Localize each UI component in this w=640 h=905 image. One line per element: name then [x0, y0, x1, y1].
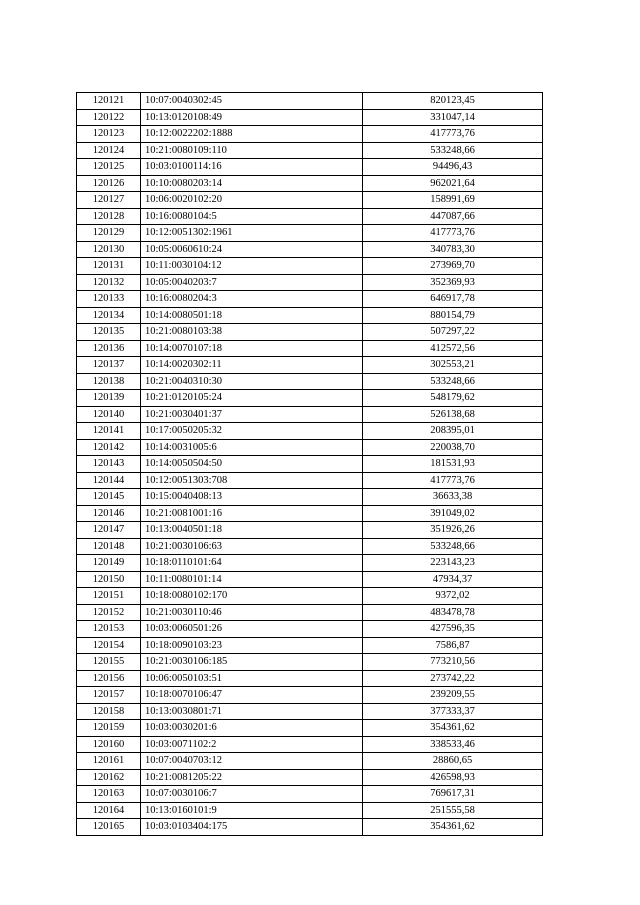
amount-cell: 548179,62: [363, 390, 543, 407]
row-id-cell: 120136: [77, 340, 141, 357]
amount-cell: 417773,76: [363, 472, 543, 489]
row-id-cell: 120142: [77, 439, 141, 456]
table-row: [77, 703, 543, 720]
amount-cell: 239209,55: [363, 687, 543, 704]
table-row: [77, 588, 543, 605]
amount-cell: 220038,70: [363, 439, 543, 456]
cadastral-number-cell: 10:16:0080204:3: [141, 291, 363, 308]
amount-cell: 426598,93: [363, 769, 543, 786]
row-id-cell: 120133: [77, 291, 141, 308]
amount-cell: 354361,62: [363, 819, 543, 836]
table-row: [77, 291, 543, 308]
cadastral-number-cell: 10:21:0030110:46: [141, 604, 363, 621]
row-id-cell: 120139: [77, 390, 141, 407]
amount-cell: 36633,38: [363, 489, 543, 506]
row-id-cell: 120121: [77, 93, 141, 110]
amount-cell: 391049,02: [363, 505, 543, 522]
row-id-cell: 120128: [77, 208, 141, 225]
table-row: [77, 736, 543, 753]
cadastral-number-cell: 10:21:0120105:24: [141, 390, 363, 407]
row-id-cell: 120143: [77, 456, 141, 473]
cadastral-number-cell: 10:14:0050504:50: [141, 456, 363, 473]
table-row: [77, 802, 543, 819]
cadastral-number-cell: 10:03:0030201:6: [141, 720, 363, 737]
table-row: [77, 769, 543, 786]
cadastral-number-cell: 10:18:0080102:170: [141, 588, 363, 605]
amount-cell: 302553,21: [363, 357, 543, 374]
table-row: [77, 307, 543, 324]
amount-cell: 417773,76: [363, 126, 543, 143]
cadastral-number-cell: 10:10:0080203:14: [141, 175, 363, 192]
cadastral-number-cell: 10:06:0050103:51: [141, 670, 363, 687]
table-row: [77, 505, 543, 522]
row-id-cell: 120129: [77, 225, 141, 242]
row-id-cell: 120159: [77, 720, 141, 737]
row-id-cell: 120145: [77, 489, 141, 506]
table-row: [77, 225, 543, 242]
cadastral-number-cell: 10:05:0040203:7: [141, 274, 363, 291]
amount-cell: 377333,37: [363, 703, 543, 720]
table-row: [77, 571, 543, 588]
cadastral-number-cell: 10:03:0100114:16: [141, 159, 363, 176]
cadastral-number-cell: 10:15:0040408:13: [141, 489, 363, 506]
cadastral-number-cell: 10:21:0081205:22: [141, 769, 363, 786]
row-id-cell: 120146: [77, 505, 141, 522]
amount-cell: 273969,70: [363, 258, 543, 275]
table-row: [77, 423, 543, 440]
amount-cell: 338533,46: [363, 736, 543, 753]
cadastral-number-cell: 10:07:0040302:45: [141, 93, 363, 110]
row-id-cell: 120154: [77, 637, 141, 654]
row-id-cell: 120124: [77, 142, 141, 159]
table-row: [77, 159, 543, 176]
amount-cell: 447087,66: [363, 208, 543, 225]
cadastral-number-cell: 10:13:0040501:18: [141, 522, 363, 539]
table-row: [77, 753, 543, 770]
table-row: [77, 720, 543, 737]
cadastral-number-cell: 10:05:0060610:24: [141, 241, 363, 258]
cadastral-number-cell: 10:21:0030106:185: [141, 654, 363, 671]
cadastral-number-cell: 10:07:0030106:7: [141, 786, 363, 803]
cadastral-number-cell: 10:18:0070106:47: [141, 687, 363, 704]
table-row: [77, 258, 543, 275]
cadastral-number-cell: 10:11:0080101:14: [141, 571, 363, 588]
table-row: [77, 786, 543, 803]
row-id-cell: 120163: [77, 786, 141, 803]
row-id-cell: 120150: [77, 571, 141, 588]
cadastral-number-cell: 10:18:0090103:23: [141, 637, 363, 654]
cadastral-number-cell: 10:13:0160101:9: [141, 802, 363, 819]
table-row: [77, 538, 543, 555]
cadastral-number-cell: 10:13:0030801:71: [141, 703, 363, 720]
amount-cell: 351926,26: [363, 522, 543, 539]
amount-cell: 340783,30: [363, 241, 543, 258]
row-id-cell: 120140: [77, 406, 141, 423]
cadastral-number-cell: 10:13:0120108:49: [141, 109, 363, 126]
amount-cell: 7586,87: [363, 637, 543, 654]
row-id-cell: 120160: [77, 736, 141, 753]
amount-cell: 962021,64: [363, 175, 543, 192]
row-id-cell: 120149: [77, 555, 141, 572]
amount-cell: 352369,93: [363, 274, 543, 291]
cadastral-number-cell: 10:21:0030401:37: [141, 406, 363, 423]
cadastral-number-cell: 10:12:0051303:708: [141, 472, 363, 489]
row-id-cell: 120132: [77, 274, 141, 291]
row-id-cell: 120125: [77, 159, 141, 176]
amount-cell: 773210,56: [363, 654, 543, 671]
row-id-cell: 120157: [77, 687, 141, 704]
cadastral-number-cell: 10:12:0022202:1888: [141, 126, 363, 143]
row-id-cell: 120155: [77, 654, 141, 671]
amount-cell: 273742,22: [363, 670, 543, 687]
row-id-cell: 120135: [77, 324, 141, 341]
row-id-cell: 120164: [77, 802, 141, 819]
amount-cell: 94496,43: [363, 159, 543, 176]
table-row: [77, 175, 543, 192]
amount-cell: 483478,78: [363, 604, 543, 621]
amount-cell: 158991,69: [363, 192, 543, 209]
table-row: [77, 637, 543, 654]
cadastral-number-cell: 10:14:0020302:11: [141, 357, 363, 374]
row-id-cell: 120122: [77, 109, 141, 126]
row-id-cell: 120151: [77, 588, 141, 605]
amount-cell: 251555,58: [363, 802, 543, 819]
table-row: [77, 192, 543, 209]
amount-cell: 526138,68: [363, 406, 543, 423]
amount-cell: 223143,23: [363, 555, 543, 572]
table-row: [77, 472, 543, 489]
row-id-cell: 120153: [77, 621, 141, 638]
cadastral-number-cell: 10:14:0070107:18: [141, 340, 363, 357]
row-id-cell: 120127: [77, 192, 141, 209]
amount-cell: 880154,79: [363, 307, 543, 324]
amount-cell: 646917,78: [363, 291, 543, 308]
row-id-cell: 120152: [77, 604, 141, 621]
document-page: [76, 92, 542, 836]
row-id-cell: 120147: [77, 522, 141, 539]
row-id-cell: 120141: [77, 423, 141, 440]
table-row: [77, 93, 543, 110]
row-id-cell: 120126: [77, 175, 141, 192]
cadastral-number-cell: 10:14:0080501:18: [141, 307, 363, 324]
table-row: [77, 687, 543, 704]
data-table: [76, 92, 543, 836]
amount-cell: 28860,65: [363, 753, 543, 770]
cadastral-number-cell: 10:16:0080104:5: [141, 208, 363, 225]
table-row: [77, 109, 543, 126]
table-row: [77, 241, 543, 258]
cadastral-number-cell: 10:21:0080103:38: [141, 324, 363, 341]
amount-cell: 331047,14: [363, 109, 543, 126]
table-row: [77, 621, 543, 638]
table-row: [77, 456, 543, 473]
row-id-cell: 120137: [77, 357, 141, 374]
cadastral-number-cell: 10:18:0110101:64: [141, 555, 363, 572]
cadastral-number-cell: 10:21:0081001:16: [141, 505, 363, 522]
amount-cell: 47934,37: [363, 571, 543, 588]
table-row: [77, 654, 543, 671]
amount-cell: 533248,66: [363, 538, 543, 555]
table-row: [77, 406, 543, 423]
amount-cell: 181531,93: [363, 456, 543, 473]
amount-cell: 820123,45: [363, 93, 543, 110]
table-row: [77, 126, 543, 143]
table-row: [77, 340, 543, 357]
table-row: [77, 390, 543, 407]
row-id-cell: 120144: [77, 472, 141, 489]
table-row: [77, 489, 543, 506]
cadastral-number-cell: 10:14:0031005:6: [141, 439, 363, 456]
amount-cell: 417773,76: [363, 225, 543, 242]
row-id-cell: 120123: [77, 126, 141, 143]
cadastral-number-cell: 10:11:0030104:12: [141, 258, 363, 275]
cadastral-number-cell: 10:03:0103404:175: [141, 819, 363, 836]
amount-cell: 507297,22: [363, 324, 543, 341]
cadastral-number-cell: 10:03:0060501:26: [141, 621, 363, 638]
cadastral-number-cell: 10:21:0030106:63: [141, 538, 363, 555]
table-body: [77, 93, 543, 836]
table-row: [77, 522, 543, 539]
table-row: [77, 274, 543, 291]
amount-cell: 533248,66: [363, 373, 543, 390]
cadastral-number-cell: 10:06:0020102:20: [141, 192, 363, 209]
amount-cell: 9372,02: [363, 588, 543, 605]
table-row: [77, 373, 543, 390]
cadastral-number-cell: 10:21:0040310:30: [141, 373, 363, 390]
row-id-cell: 120161: [77, 753, 141, 770]
cadastral-number-cell: 10:17:0050205:32: [141, 423, 363, 440]
table-row: [77, 208, 543, 225]
row-id-cell: 120156: [77, 670, 141, 687]
table-row: [77, 604, 543, 621]
row-id-cell: 120134: [77, 307, 141, 324]
row-id-cell: 120165: [77, 819, 141, 836]
row-id-cell: 120138: [77, 373, 141, 390]
amount-cell: 533248,66: [363, 142, 543, 159]
table-row: [77, 555, 543, 572]
cadastral-number-cell: 10:07:0040703:12: [141, 753, 363, 770]
amount-cell: 412572,56: [363, 340, 543, 357]
row-id-cell: 120162: [77, 769, 141, 786]
table-row: [77, 357, 543, 374]
table-row: [77, 142, 543, 159]
amount-cell: 769617,31: [363, 786, 543, 803]
amount-cell: 354361,62: [363, 720, 543, 737]
table-row: [77, 670, 543, 687]
row-id-cell: 120148: [77, 538, 141, 555]
table-row: [77, 439, 543, 456]
amount-cell: 208395,01: [363, 423, 543, 440]
cadastral-number-cell: 10:03:0071102:2: [141, 736, 363, 753]
cadastral-number-cell: 10:21:0080109:110: [141, 142, 363, 159]
cadastral-number-cell: 10:12:0051302:1961: [141, 225, 363, 242]
amount-cell: 427596,35: [363, 621, 543, 638]
row-id-cell: 120158: [77, 703, 141, 720]
table-row: [77, 819, 543, 836]
row-id-cell: 120130: [77, 241, 141, 258]
table-row: [77, 324, 543, 341]
row-id-cell: 120131: [77, 258, 141, 275]
